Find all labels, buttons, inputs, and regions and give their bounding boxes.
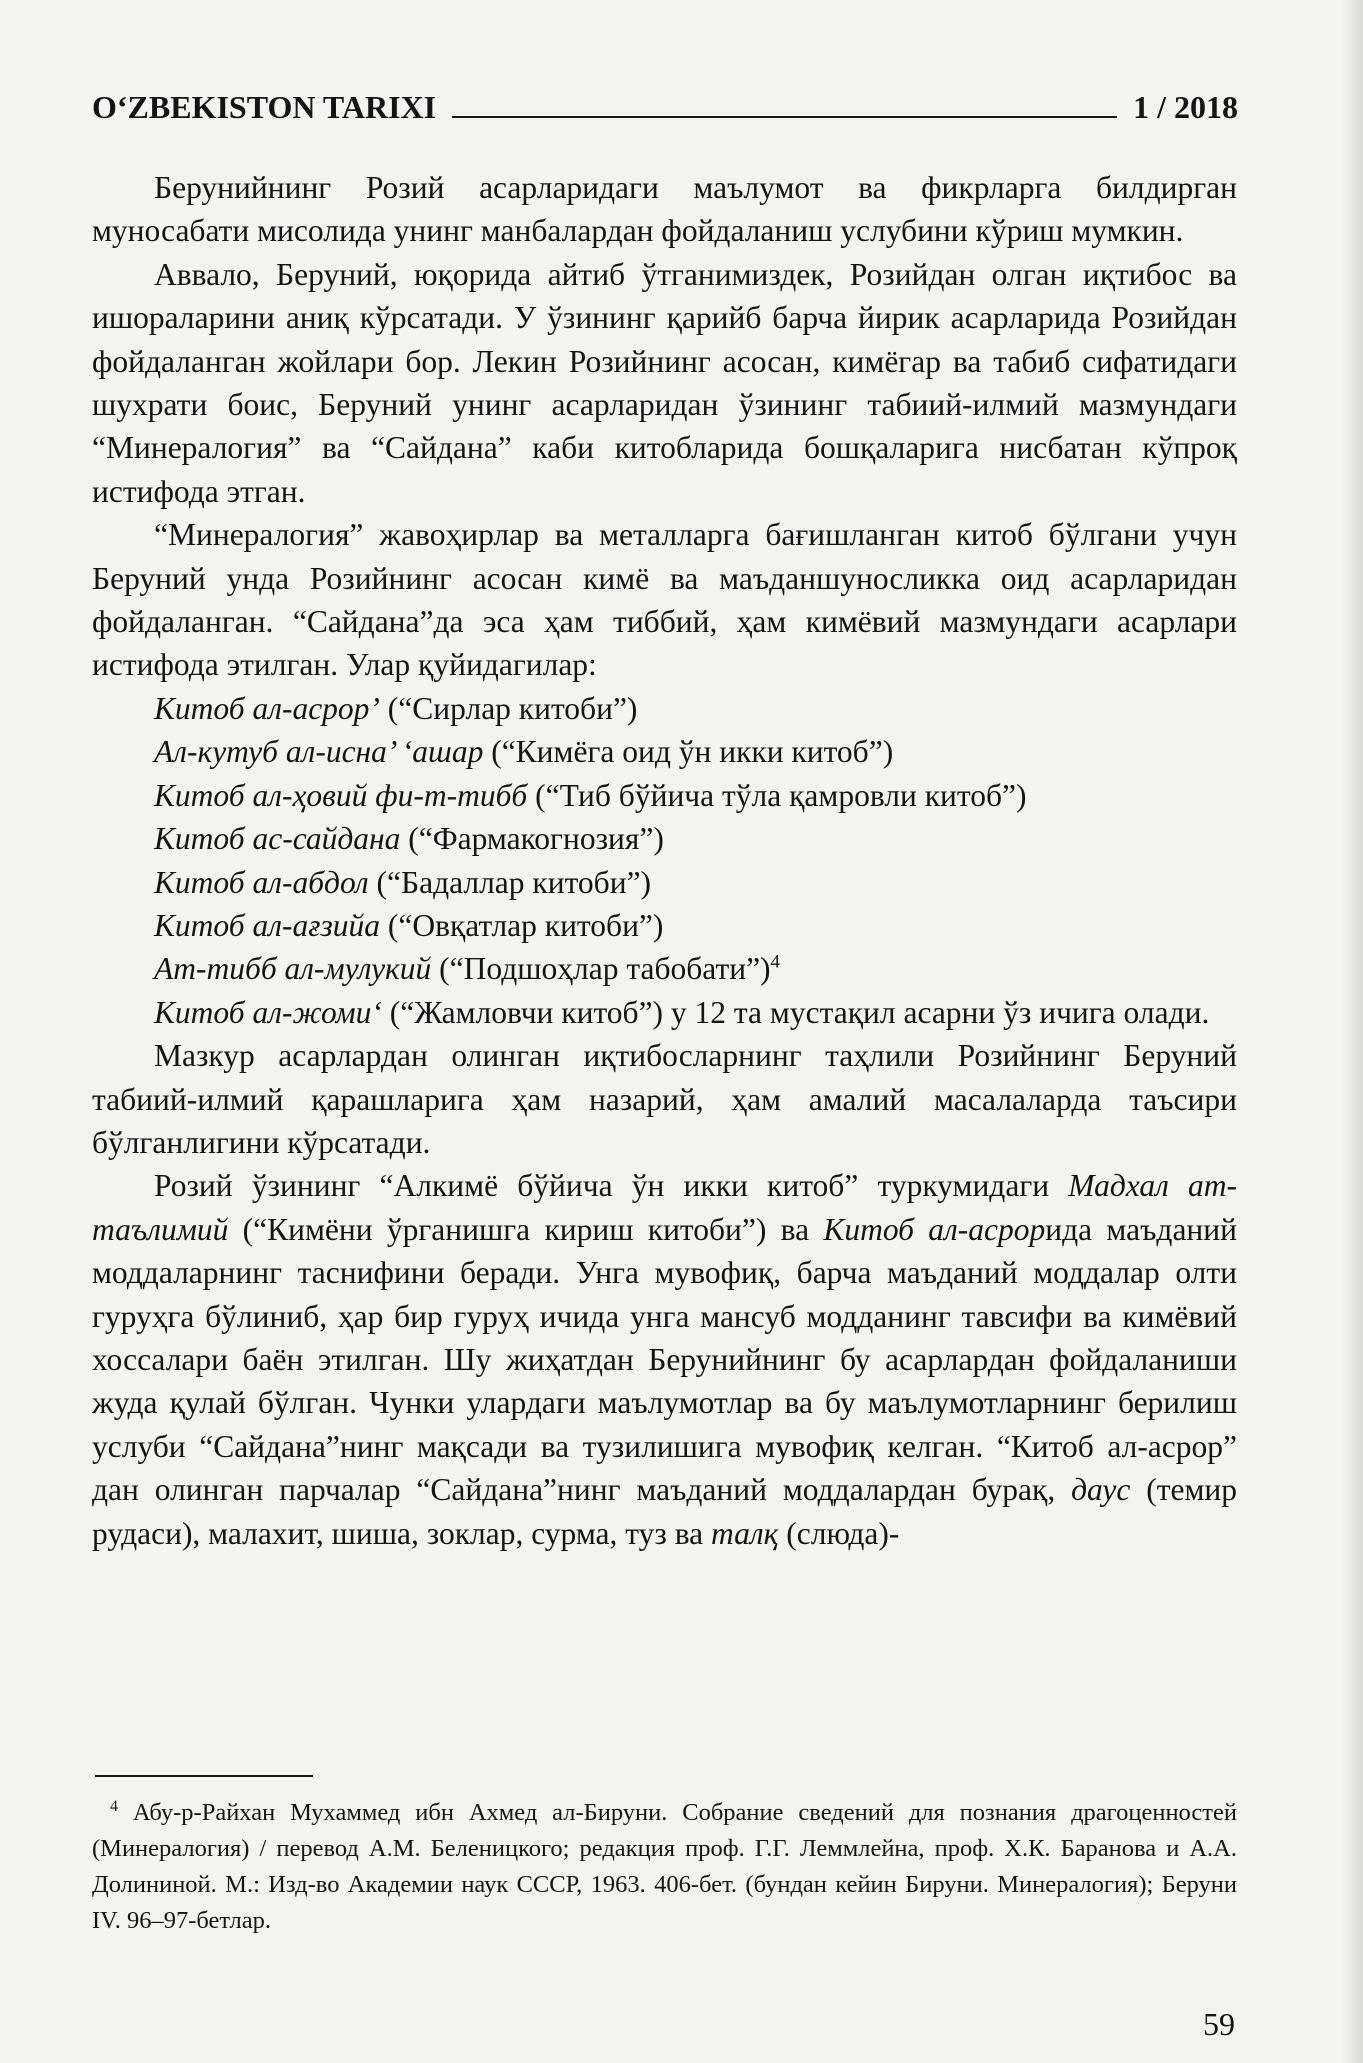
- book-title: Китоб ал-абдол: [154, 864, 369, 900]
- book-description: (“Подшоҳлар табобати”): [431, 951, 771, 987]
- book-title: Ат-тибб ал-мулукий: [154, 951, 432, 987]
- book-description: (“Жамловчи китоб”) у 12 та мустақил асарни ўз ичига олади.: [381, 994, 1210, 1030]
- book-item: [92, 730, 1237, 773]
- page-number: 59: [1203, 2006, 1235, 2042]
- book-title: Китоб ал-ҳовий фи-т-тибб: [154, 777, 528, 813]
- text-run: (“Кимёни ўрганишга кириш китоби”) ва: [228, 1211, 824, 1247]
- text-run: ида маъданий моддаларнинг таснифини беради. Унга мувофиқ, барча маъданий моддалар олти гуруҳга бўлиниб, ҳар бир гуруҳ ичида унга мансуб модданинг тавсифи ва кимёвий хоссалари баён этилган. Шу жиҳатдан Берунийнинг бу асарлардан фойдаланиши жуда қулай бўлган. Чунки улардаги маълумотлар ва бу маълумотларнинг берилиш услуби “Сайдана”нинг мақсади ва тузилишига мувофиқ келган. “Китоб ал-асрор” дан олинган парчалар “Сайдана”нинг маъданий моддалардан бурақ,: [92, 1211, 1237, 1508]
- footnote-separator: [95, 1775, 313, 1777]
- book-description: (“Фармакогнозия”): [400, 821, 664, 857]
- page-edge-shadow: [1341, 0, 1363, 2063]
- book-title: Китоб ал-ағзийа: [154, 907, 381, 943]
- book-item: [92, 861, 1237, 904]
- book-description: (“Кимёга оид ўн икки китоб”): [483, 734, 894, 770]
- text-run: (слюда)-: [778, 1515, 900, 1551]
- book-item: [92, 904, 1237, 947]
- book-item: [92, 687, 1237, 730]
- italic-run: Китоб ал-асрор: [823, 1211, 1046, 1247]
- italic-run: даус: [1071, 1472, 1131, 1508]
- book-item: [92, 991, 1237, 1034]
- header-rule: [452, 116, 1117, 118]
- book-item: [92, 817, 1237, 860]
- book-description: (“Бадаллар китоби”): [368, 864, 652, 900]
- footnote: [92, 1795, 1237, 1939]
- footnote-ref: 4: [770, 951, 781, 973]
- paragraph-3: “Минералогия” жавоҳирлар ва металларга бағишланган китоб бўлгани учун Беруний унда Розийнинг асосан кимё ва маъданшуносликка оид асарларидан фойдаланган. “Сайдана”да эса ҳам тиббий, ҳам кимёвий мазмундаги асарлари истифода этилган. Улар қуйидагилар:: [92, 517, 1237, 683]
- text-run: Розий ўзининг “Алкимё бўйича ўн икки китоб” туркумидаги: [154, 1168, 1069, 1204]
- book-title: Ал-кутуб ал-исна’ ‘ашар: [154, 734, 484, 770]
- article-body: [92, 166, 1237, 1555]
- text-run: (темир рудаси), малахит, шиша, зоклар, сурма, туз ва: [92, 1472, 1238, 1551]
- book-title: Китоб ас-сайдана: [154, 821, 401, 857]
- issue-number: 1 / 2018: [1133, 89, 1238, 125]
- paragraph-1: Берунийнинг Розий асарларидаги маълумот ва фикрларга билдирган муносабати мисолида унинг манбалардан фойдаланиш услубини кўриш мумкин.: [92, 170, 1237, 249]
- book-item: [92, 947, 1237, 990]
- book-description: (“Тиб бўйича тўла қамровли китоб”): [527, 777, 1027, 813]
- journal-title: O‘ZBEKISTON TARIXI: [92, 89, 437, 125]
- footnote-marker: 4: [110, 1797, 118, 1815]
- italic-run: Мадхал ат-таълимий: [92, 1168, 1237, 1247]
- paragraph-2: Аввало, Беруний, юқорида айтиб ўтганимиздек, Розийдан олган иқтибос ва ишораларини аниқ кўрсатади. У ўзининг қарийб барча йирик асарларида Розийдан фойдаланган жойлари бор. Лекин Розийнинг асосан, кимёгар ва табиб сифатидаги шухрати боис, Беруний унинг асарларидан ўзининг табиий-илмий мазмундаги “Минералогия” ва “Сайдана” каби китобларида бошқаларига нисбатан кўпроқ истифода этган.: [92, 256, 1237, 509]
- paragraph-5: [92, 1164, 1237, 1555]
- book-description: (“Овқатлар китоби”): [380, 907, 664, 943]
- running-header: [92, 80, 1238, 126]
- book-description: (“Сирлар китоби”): [379, 690, 638, 726]
- italic-run: талқ: [711, 1515, 779, 1551]
- book-title: Китоб ал-жомиʻ: [154, 994, 382, 1030]
- book-item: [92, 774, 1237, 817]
- paragraph-4: Мазкур асарлардан олинган иқтибосларнинг таҳлили Розийнинг Беруний табиий-илмий қарашларига ҳам назарий, ҳам амалий масалаларда таъсири бўлганлигини кўрсатади.: [92, 1038, 1237, 1160]
- book-title: Китоб ал-асрор’: [154, 690, 380, 726]
- footnote-text: Абу-р-Райхан Мухаммед ибн Ахмед ал-Бируни. Собрание сведений для познания драгоценностей (Минералогия) / перевод А.М. Беленицкого; редакция проф. Г.Г. Леммлейна, проф. Х.К. Баранова и А.А. Долининой. М.: Изд-во Академии наук СССР, 1963. 406-бет. (бундан кейин Бируни. Минералогия); Беруни IV. 96–97-бетлар.: [92, 1799, 1237, 1934]
